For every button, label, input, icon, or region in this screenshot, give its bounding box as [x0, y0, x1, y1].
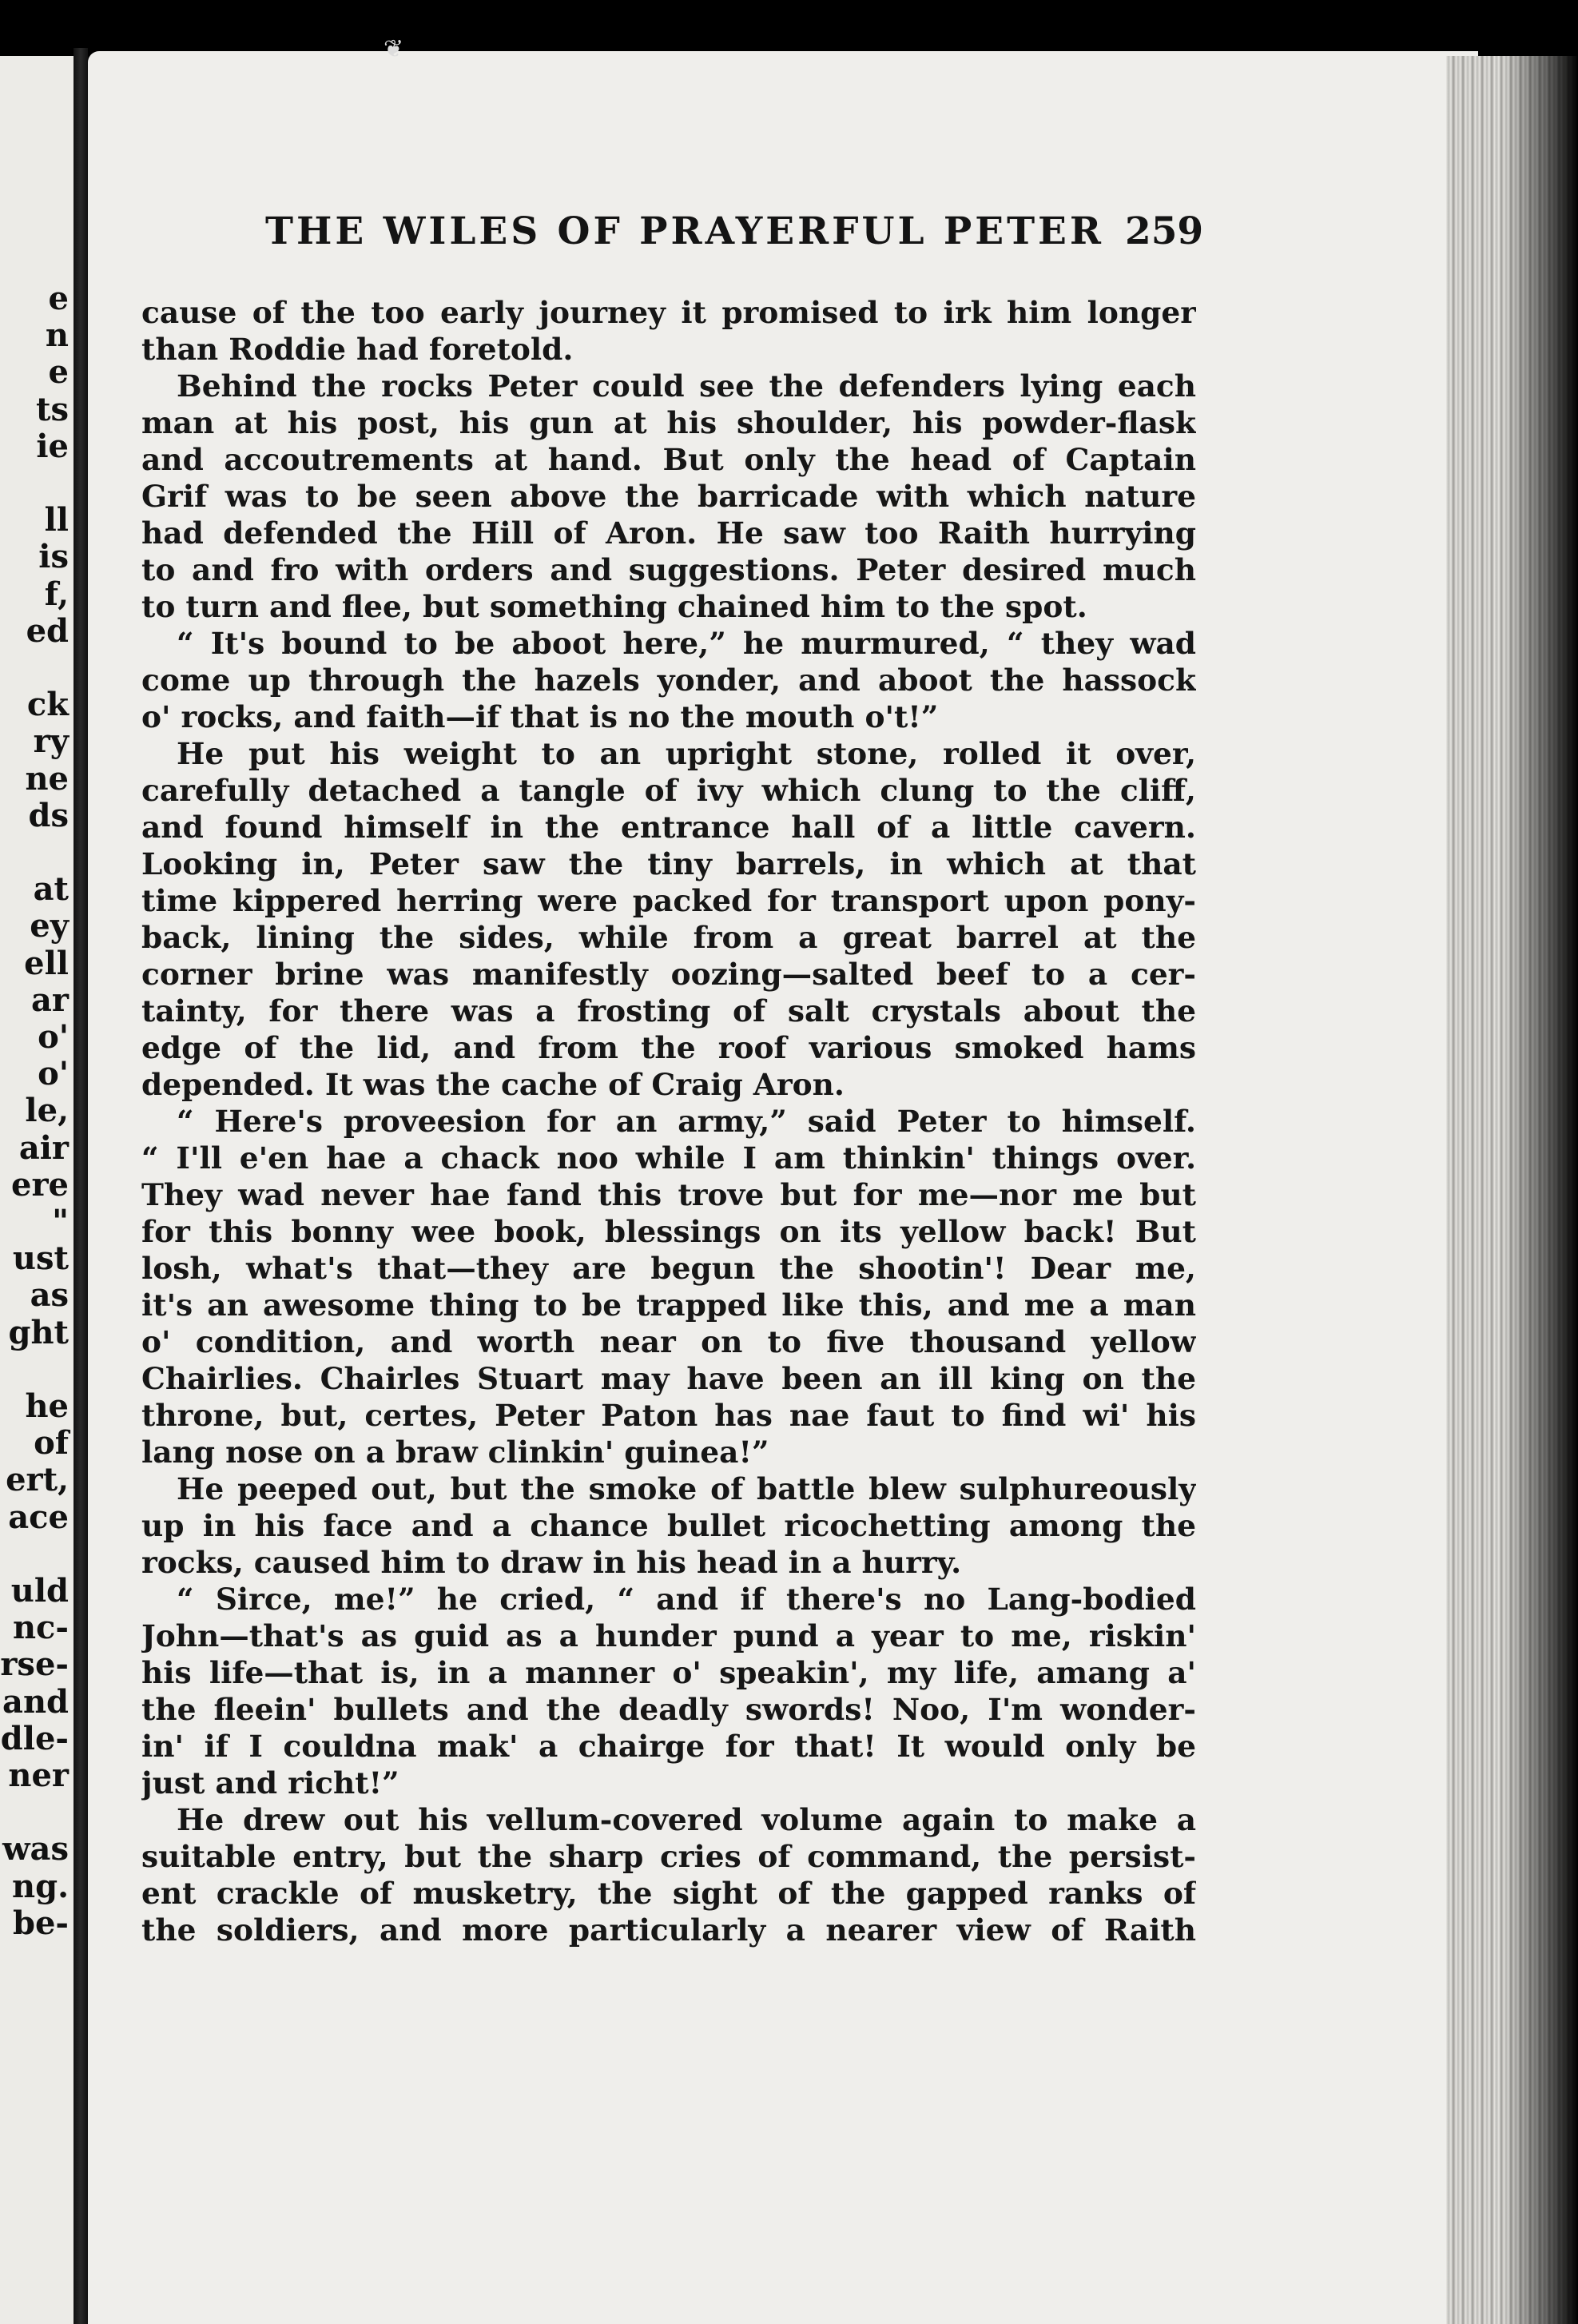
- text-line: Grif was to be seen above the barricade with which nature: [141, 479, 1196, 514]
- facing-page-text-fragment: ere: [11, 1165, 69, 1204]
- text-line: depended. It was the cache of Craig Aron.: [141, 1067, 845, 1102]
- text-line: it's an awesome thing to be trapped like this, and me a man: [141, 1287, 1196, 1323]
- facing-page-text-fragment: ie: [36, 427, 69, 465]
- facing-page-text-fragment: n: [45, 316, 69, 355]
- facing-page-text-fragment: nc-: [12, 1609, 69, 1647]
- page-number: 259: [1125, 209, 1204, 253]
- text-line: suitable entry, but the sharp cries of command, the persist-: [141, 1839, 1196, 1874]
- facing-page-fragment: [0, 56, 74, 2324]
- text-line: than Roddie had foretold.: [141, 332, 574, 367]
- book-gutter: [74, 48, 88, 2324]
- facing-page-text-fragment: le,: [25, 1092, 69, 1130]
- facing-page-text-fragment: e: [48, 280, 69, 317]
- facing-page-text-fragment: he: [25, 1387, 69, 1425]
- facing-page-text-fragment: ts: [36, 390, 69, 428]
- facing-page-text-fragment: ": [52, 1203, 69, 1240]
- text-line: back, lining the sides, while from a great barrel at the: [141, 920, 1196, 955]
- facing-page-text-fragment: ry: [33, 722, 69, 761]
- facing-page-text-fragment: ng.: [12, 1867, 69, 1905]
- facing-page-text-fragment: o': [38, 1055, 69, 1093]
- facing-page-text-fragment: air: [18, 1128, 69, 1167]
- facing-page-text-fragment: ace: [8, 1498, 69, 1536]
- text-line: edge of the lid, and from the roof various smoked hams: [141, 1030, 1196, 1065]
- facing-page-text-fragment: ell: [24, 944, 69, 982]
- facing-page-text-fragment: ght: [8, 1313, 69, 1351]
- facing-page-text-fragment: ll: [44, 501, 69, 539]
- text-line: just and richt!”: [141, 1765, 399, 1801]
- facing-page-text-fragment: ey: [30, 907, 69, 945]
- text-line: man at his post, his gun at his shoulder, his powder-flask: [141, 405, 1196, 440]
- facing-page-text-fragment: uld: [10, 1572, 69, 1610]
- scan-mark: ❦: [384, 35, 404, 63]
- text-line: his life—that is, in a manner o' speakin', my life, amang a': [141, 1655, 1196, 1690]
- facing-page-text-fragment: ds: [28, 796, 69, 834]
- text-line: “ It's bound to be aboot here,” he murmured, “ they wad: [177, 626, 1196, 661]
- text-line: up in his face and a chance bullet ricochetting among the: [141, 1508, 1196, 1543]
- text-line: Behind the rocks Peter could see the defenders lying each: [177, 368, 1196, 404]
- text-line: and accoutrements at hand. But only the head of Captain: [141, 442, 1196, 477]
- facing-page-text-fragment: of: [34, 1424, 69, 1462]
- facing-page-text-fragment: ar: [31, 981, 69, 1019]
- facing-page-text-fragment: be-: [12, 1904, 69, 1942]
- text-line: losh, what's that—they are begun the shootin'! Dear me,: [141, 1251, 1196, 1286]
- facing-page-text-fragment: was: [2, 1830, 69, 1868]
- text-line: “ Sirce, me!” he cried, “ and if there's no Lang-bodied: [177, 1582, 1196, 1617]
- text-line: the fleein' bullets and the deadly swords! Noo, I'm wonder-: [141, 1692, 1196, 1727]
- text-line: throne, but, certes, Peter Paton has nae faut to find wi' his: [141, 1398, 1196, 1433]
- facing-page-text-fragment: o': [38, 1018, 69, 1056]
- text-line: o' condition, and worth near on to five thousand yellow: [141, 1324, 1196, 1359]
- facing-page-text-fragment: ed: [26, 611, 69, 650]
- text-line: “ Here's proveesion for an army,” said Peter to himself.: [177, 1104, 1196, 1139]
- facing-page-text-fragment: f,: [44, 575, 69, 613]
- text-line: carefully detached a tangle of ivy which clung to the cliff,: [141, 773, 1196, 808]
- facing-page-text-fragment: ne: [25, 759, 69, 798]
- text-line: John—that's as guid as a hunder pund a year to me, riskin': [141, 1618, 1196, 1653]
- text-line: lang nose on a braw clinkin' guinea!”: [141, 1435, 769, 1470]
- text-line: for this bonny wee book, blessings on its yellow back! But: [141, 1214, 1196, 1249]
- facing-page-text-fragment: and: [2, 1682, 69, 1721]
- facing-page-text-fragment: is: [38, 538, 69, 576]
- text-line: come up through the hazels yonder, and aboot the hassock: [141, 663, 1196, 698]
- facing-page-text-fragment: dle-: [0, 1719, 69, 1757]
- text-line: time kippered herring were packed for transport upon pony-: [141, 883, 1196, 918]
- text-line: rocks, caused him to draw in his head in a hurry.: [141, 1545, 962, 1580]
- text-line: to and fro with orders and suggestions. Peter desired much: [141, 552, 1196, 587]
- facing-page-text-fragment: ck: [26, 686, 69, 724]
- facing-page-text-fragment: ust: [12, 1240, 69, 1278]
- facing-page-text-fragment: ner: [8, 1757, 69, 1794]
- text-line: and found himself in the entrance hall of a little cavern.: [141, 810, 1196, 845]
- text-line: He drew out his vellum-covered volume again to make a: [177, 1802, 1196, 1837]
- text-line: corner brine was manifestly oozing—salted beef to a cer-: [141, 957, 1196, 992]
- facing-page-text-fragment: as: [30, 1276, 69, 1315]
- text-line: the soldiers, and more particularly a nearer view of Raith: [141, 1912, 1196, 1948]
- facing-page-text-fragment: ert,: [6, 1461, 69, 1499]
- text-line: to turn and flee, but something chained him to the spot.: [141, 589, 1087, 624]
- facing-page-text-fragment: e: [48, 353, 69, 392]
- facing-page-text-fragment: at: [33, 870, 69, 909]
- text-line: He peeped out, but the smoke of battle blew sulphureously: [177, 1471, 1196, 1506]
- text-line: o' rocks, and faith—if that is no the mouth o't!”: [141, 699, 939, 734]
- text-line: cause of the too early journey it promised to irk him longer: [141, 295, 1196, 330]
- text-line: had defended the Hill of Aron. He saw too Raith hurrying: [141, 515, 1196, 551]
- text-line: He put his weight to an upright stone, rolled it over,: [177, 736, 1196, 771]
- text-line: in' if I couldna mak' a chairge for that! It would only be: [141, 1729, 1196, 1764]
- text-line: They wad never hae fand this trove but for me—nor me but: [141, 1177, 1196, 1212]
- text-line: “ I'll e'en hae a chack noo while I am thinkin' things over.: [141, 1140, 1196, 1176]
- text-line: ent crackle of musketry, the sight of the gapped ranks of: [141, 1876, 1196, 1911]
- page-edge-shadow: [1502, 56, 1578, 2324]
- facing-page-text-fragment: rse-: [0, 1646, 69, 1684]
- running-head: THE WILES OF PRAYERFUL PETER: [265, 209, 1104, 253]
- body-text: [141, 294, 1196, 1948]
- text-line: Looking in, Peter saw the tiny barrels, in which at that: [141, 846, 1196, 881]
- text-line: tainty, for there was a frosting of salt crystals about the: [141, 993, 1196, 1029]
- text-line: Chairlies. Chairles Stuart may have been an ill king on the: [141, 1361, 1196, 1396]
